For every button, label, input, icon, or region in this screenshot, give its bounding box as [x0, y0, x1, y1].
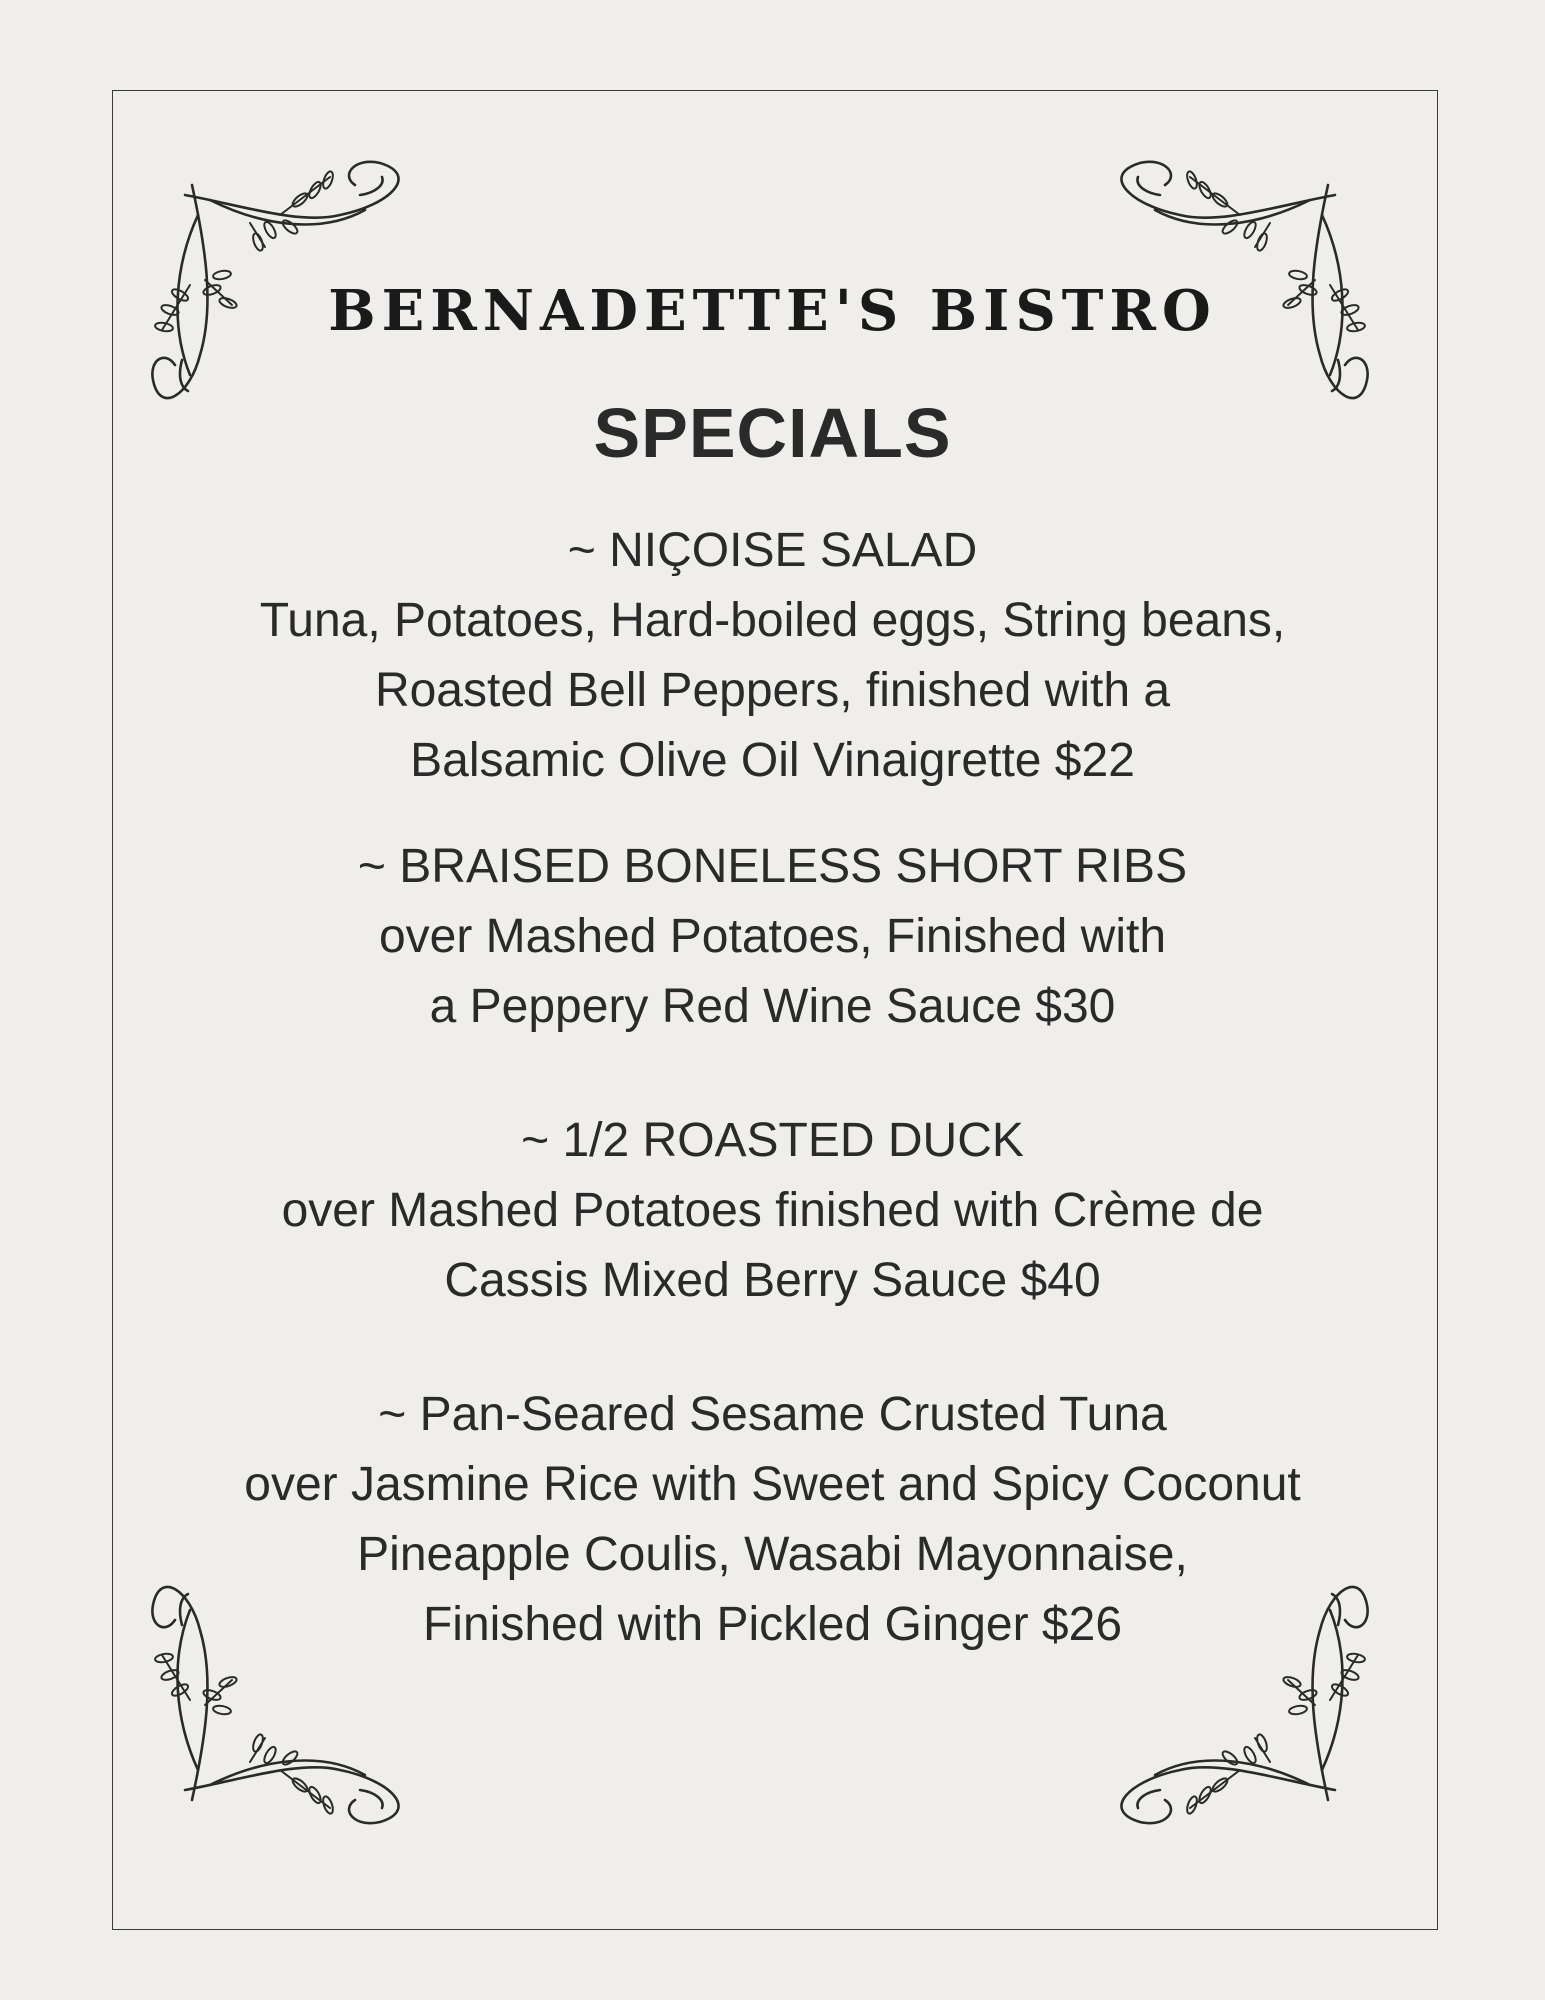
- specials-heading: SPECIALS: [593, 394, 952, 472]
- menu-item-description: Tuna, Potatoes, Hard-boiled eggs, String beans,: [259, 594, 1286, 647]
- menu-item-description: Roasted Bell Peppers, finished with a: [374, 664, 1171, 717]
- menu-item-description: Pineapple Coulis, Wasabi Mayonnaise,: [357, 1528, 1188, 1581]
- menu-item-roasted-duck: [0, 1106, 1545, 1316]
- menu-item-title: ~ 1/2 ROASTED DUCK: [521, 1114, 1024, 1167]
- menu-item-description: over Mashed Potatoes finished with Crème de: [281, 1184, 1264, 1237]
- menu-item-title: ~ Pan-Seared Sesame Crusted Tuna: [378, 1388, 1167, 1441]
- menu-item-title: ~ NIÇOISE SALAD: [567, 524, 978, 577]
- restaurant-name: BERNADETTE'S BISTRO: [328, 278, 1217, 344]
- menu-item-title: ~ BRAISED BONELESS SHORT RIBS: [357, 840, 1188, 893]
- menu-item-description: Cassis Mixed Berry Sauce $40: [444, 1254, 1101, 1307]
- menu-item-description: Finished with Pickled Ginger $26: [422, 1598, 1123, 1651]
- menu-item-short-ribs: [0, 832, 1545, 1042]
- menu-item-nicoise-salad: [0, 516, 1545, 796]
- menu-item-description: Balsamic Olive Oil Vinaigrette $22: [410, 734, 1135, 787]
- menu-item-description: over Jasmine Rice with Sweet and Spicy Coconut: [244, 1458, 1301, 1511]
- menu-item-description: a Peppery Red Wine Sauce $30: [429, 980, 1116, 1033]
- menu-item-description: over Mashed Potatoes, Finished with: [378, 910, 1167, 963]
- menu-item-sesame-tuna: [0, 1380, 1545, 1660]
